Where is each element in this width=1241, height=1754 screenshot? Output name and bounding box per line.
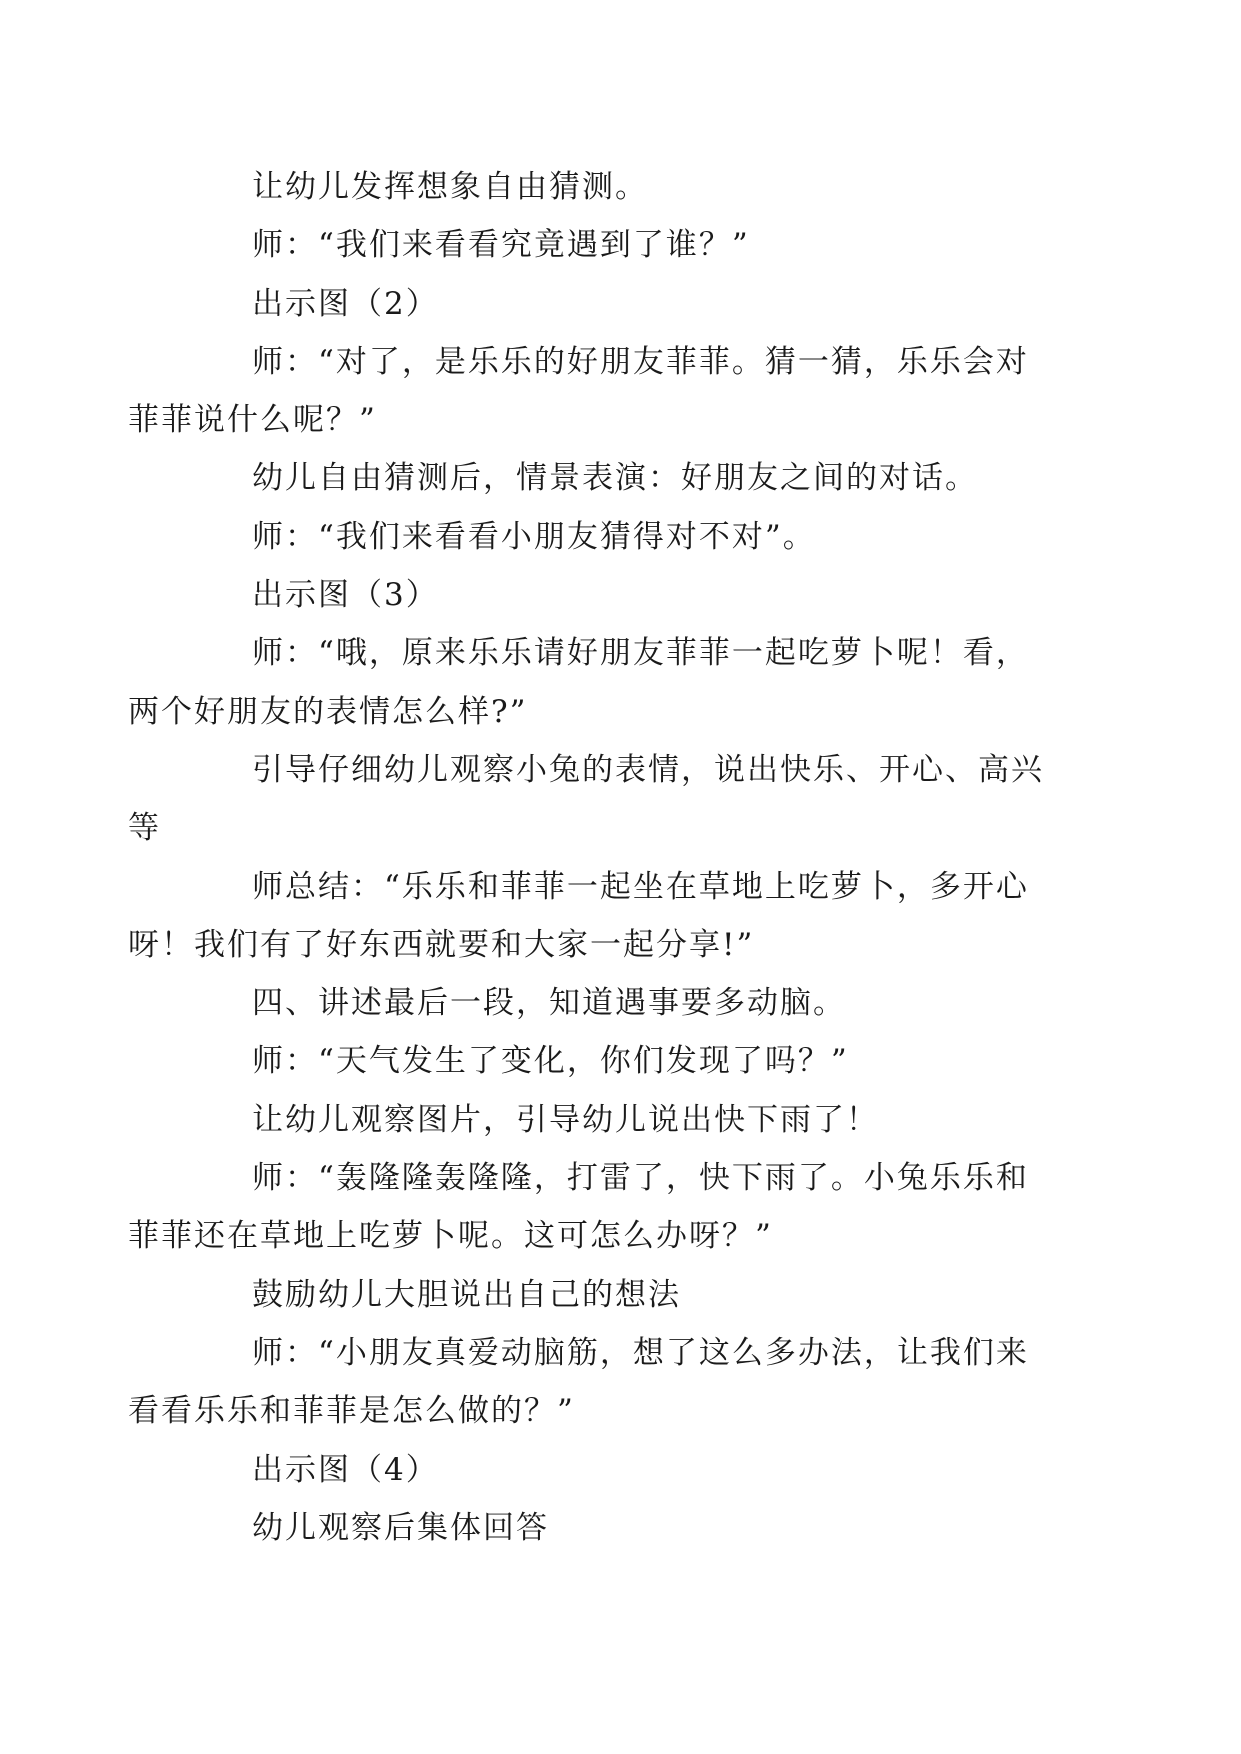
paragraph [128,858,1050,975]
paragraph [190,1032,1050,1090]
paragraph [128,624,1050,741]
paragraph [128,741,1050,858]
text-line: 看看乐乐和菲菲是怎么做的？” [128,1393,575,1430]
text-line: 让幼儿观察图片，引导幼儿说出快下雨了！ [252,1101,879,1138]
text-line: 师：“哦，原来乐乐请好朋友菲菲一起吃萝卜呢！看， [252,635,1029,672]
paragraph [190,508,1050,566]
text-line: 出示图（2） [252,285,439,322]
text-line: 等 [128,810,161,847]
paragraph [190,1091,1050,1149]
paragraph [128,1324,1050,1441]
text-line: 师：“轰隆隆轰隆隆，打雷了，快下雨了。小兔乐乐和 [252,1160,1029,1197]
text-line: 师：“对了，是乐乐的好朋友菲菲。猜一猜，乐乐会对 [252,343,1029,380]
text-line: 鼓励幼儿大胆说出自己的想法 [252,1276,681,1313]
text-line: 幼儿自由猜测后，情景表演：好朋友之间的对话。 [252,460,978,497]
text-line: 幼儿观察后集体回答 [252,1509,549,1546]
paragraph [190,158,1050,216]
text-line: 师：“我们来看看小朋友猜得对不对”。 [252,518,816,555]
paragraph [190,1441,1050,1499]
text-line: 让幼儿发挥想象自由猜测。 [252,169,648,205]
text-line: 两个好朋友的表情怎么样?” [128,693,528,730]
paragraph [190,566,1050,624]
paragraph [190,974,1050,1032]
paragraph [190,449,1050,507]
paragraph [190,275,1050,333]
paragraph [190,216,1050,274]
text-line: 菲菲说什么呢？” [128,402,377,439]
text-line: 出示图（3） [252,577,439,614]
text-line: 引导仔细幼儿观察小兔的表情，说出快乐、开心、高兴 [252,751,1044,788]
text-line: 师总结：“乐乐和菲菲一起坐在草地上吃萝卜，多开心 [252,868,1029,905]
text-line: 菲菲还在草地上吃萝卜呢。这可怎么办呀？” [128,1218,773,1255]
document-body [128,158,1050,1557]
text-line: 四、讲述最后一段，知道遇事要多动脑。 [252,985,846,1022]
paragraph [128,1149,1050,1266]
paragraph [190,1266,1050,1324]
paragraph [128,333,1050,450]
text-line: 师：“我们来看看究竟遇到了谁？” [252,227,750,264]
text-line: 出示图（4） [252,1451,439,1488]
text-line: 呀！我们有了好东西就要和大家一起分享!” [128,926,755,963]
text-line: 师：“天气发生了变化，你们发现了吗？” [252,1043,849,1080]
paragraph [190,1499,1050,1557]
text-line: 师：“小朋友真爱动脑筋，想了这么多办法，让我们来 [252,1334,1029,1371]
